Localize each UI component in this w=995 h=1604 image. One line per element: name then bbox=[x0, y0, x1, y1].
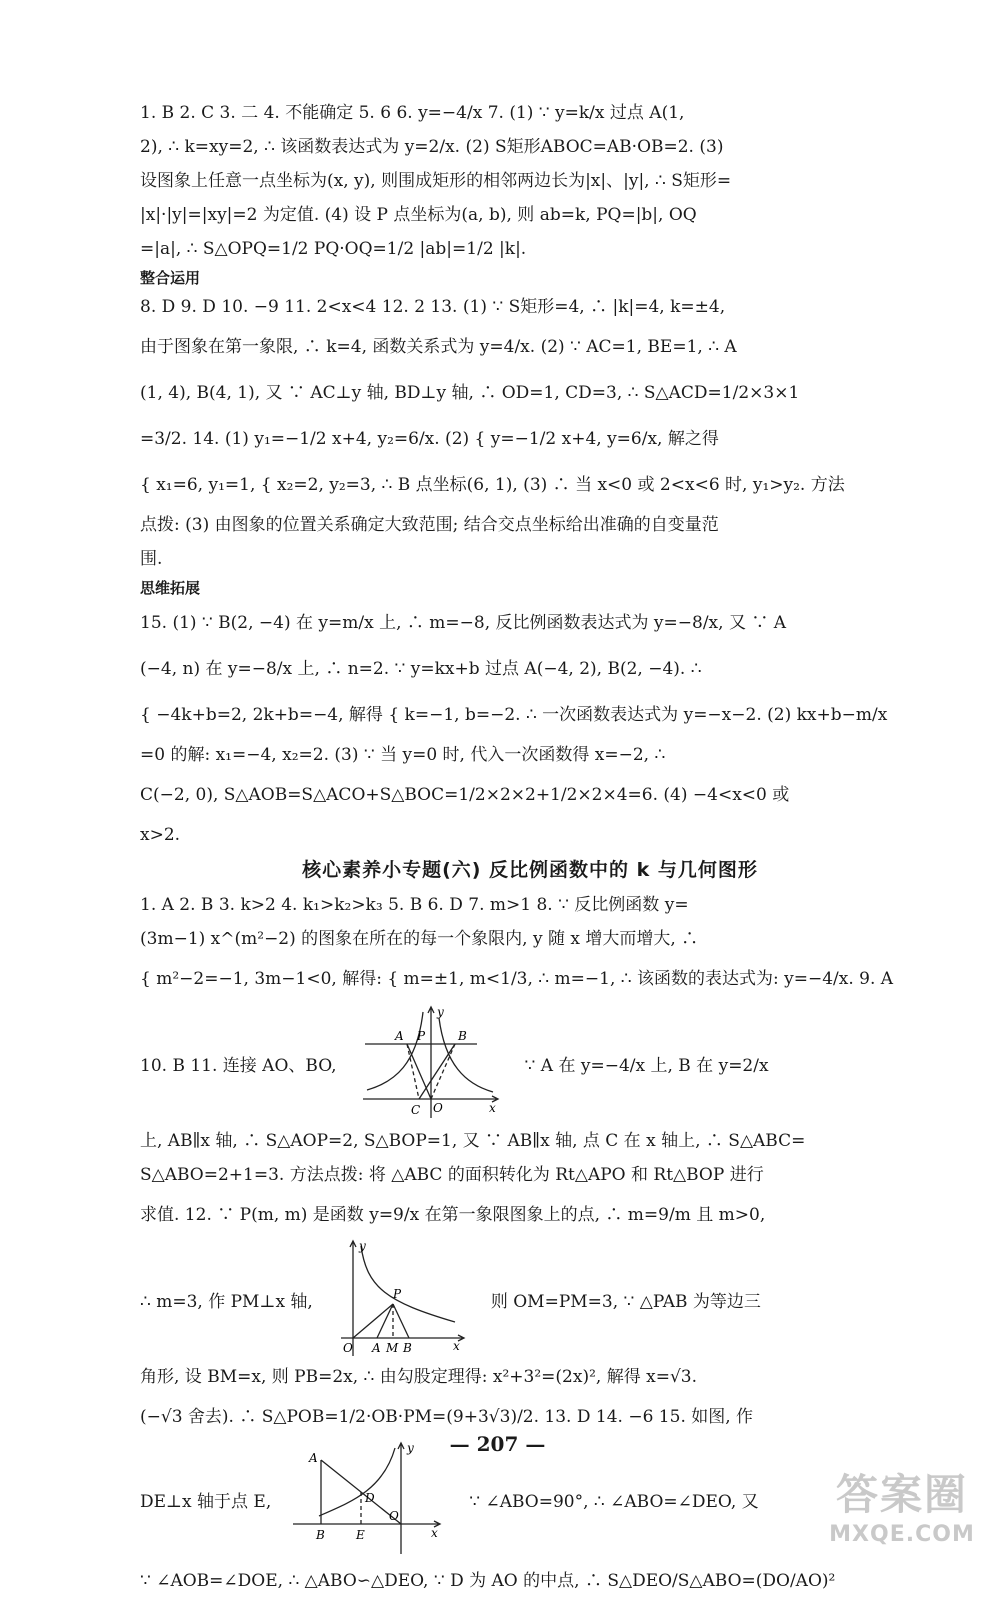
text-line: C(−2, 0), S△AOB=S△ACO+S△BOC=1/2×2×2+1/2×2×4=6. (4) −4<x<0 或 bbox=[140, 785, 790, 805]
label-a: A bbox=[371, 1341, 381, 1355]
label-x: x bbox=[431, 1526, 439, 1540]
text-line: |x|·|y|=|xy|=2 为定值. (4) 设 P 点坐标为(a, b), 则 ab=k, PQ=|b|, OQ bbox=[140, 205, 697, 225]
section-heading: 思维拓展 bbox=[140, 579, 201, 597]
figure-row-3 bbox=[140, 1440, 920, 1558]
figure-caption-after: ∵ ∠ABO=90°, ∴ ∠ABO=∠DEO, 又 bbox=[469, 1491, 759, 1512]
label-m: M bbox=[385, 1341, 399, 1355]
figure-caption-before: DE⊥x 轴于点 E, bbox=[140, 1491, 272, 1512]
label-a: A bbox=[394, 1029, 404, 1043]
label-x: x bbox=[452, 1339, 460, 1353]
label-b: B bbox=[457, 1029, 467, 1043]
text-line: (1, 4), B(4, 1), 又 ∵ AC⊥y 轴, BD⊥y 轴, ∴ OD=1, CD=3, ∴ S△ACD=1/2×3×1 bbox=[140, 383, 800, 403]
section-heading: 整合运用 bbox=[140, 269, 201, 287]
curve bbox=[361, 1246, 455, 1322]
figure-row-2 bbox=[140, 1238, 920, 1360]
text-line: 15. (1) ∵ B(2, −4) 在 y=m/x 上, ∴ m=−8, 反比例函数表达式为 y=−8/x, 又 ∵ A bbox=[140, 613, 787, 633]
figure-triangle-abo bbox=[289, 1440, 449, 1558]
label-x: x bbox=[488, 1101, 496, 1115]
figure-caption-before: ∴ m=3, 作 PM⊥x 轴, bbox=[140, 1291, 313, 1312]
label-o: O bbox=[389, 1509, 400, 1523]
text-line: 围. bbox=[140, 549, 163, 569]
label-o: O bbox=[342, 1341, 353, 1355]
label-y: y bbox=[407, 1441, 415, 1455]
watermark-site: MXQE.COM bbox=[829, 1522, 975, 1547]
text-line: 设图象上任意一点坐标为(x, y), 则围成矩形的相邻两边长为|x|、|y|, ∴ S矩形= bbox=[140, 171, 732, 191]
text-line: { m²−2=−1, 3m−1<0, 解得: { m=±1, m<1/3, ∴ m=−1, ∴ 该函数的表达式为: y=−4/x. 9. A bbox=[140, 969, 894, 989]
text-line: 2), ∴ k=xy=2, ∴ 该函数表达式为 y=2/x. (2) S矩形ABOC=AB·OB=2. (3) bbox=[140, 137, 724, 157]
text-line: 1. B 2. C 3. 二 4. 不能确定 5. 6 6. y=−4/x 7. (1) ∵ y=k/x 过点 A(1, bbox=[140, 103, 685, 123]
label-c: C bbox=[410, 1103, 420, 1117]
text-line: x>2. bbox=[140, 825, 181, 845]
label-a: A bbox=[309, 1451, 318, 1465]
label-b: B bbox=[402, 1341, 412, 1355]
label-o: O bbox=[432, 1101, 443, 1115]
figure-hyperbola-abc bbox=[355, 1004, 505, 1122]
label-p: P bbox=[392, 1287, 401, 1301]
text-line: 求值. 12. ∵ P(m, m) 是函数 y=9/x 在第一象限图象上的点, ∴ m=9/m 且 m>0, bbox=[140, 1205, 766, 1225]
figure-row-1 bbox=[140, 1002, 920, 1124]
text-line: (3m−1) x^(m²−2) 的图象在所在的每一个象限内, y 随 x 增大而增大, ∴ bbox=[140, 929, 699, 949]
section-title: 核心素养小专题(六) 反比例函数中的 k 与几何图形 bbox=[302, 859, 758, 881]
text-line: =3/2. 14. (1) y₁=−1/2 x+4, y₂=6/x. (2) { y=−1/2 x+4, y=6/x, 解之得 bbox=[140, 429, 719, 449]
page-number: — 207 — bbox=[449, 1432, 546, 1456]
segment-ao bbox=[407, 1044, 431, 1099]
watermark-logo: 答案圈 bbox=[835, 1470, 968, 1519]
text-line: { x₁=6, y₁=1, { x₂=2, y₂=3, ∴ B 点坐标(6, 1), (3) ∴ 当 x<0 或 2<x<6 时, y₁>y₂. 方法 bbox=[140, 475, 845, 495]
answer-page bbox=[140, 96, 920, 1604]
label-d: D bbox=[365, 1491, 375, 1505]
figure-caption-after: ∵ A 在 y=−4/x 上, B 在 y=2/x bbox=[524, 1055, 769, 1076]
segment-op bbox=[353, 1304, 393, 1338]
text-line: ∵ ∠AOB=∠DOE, ∴ △ABO∽△DEO, ∵ D 为 AO 的中点, ∴ S△DEO/S△ABO=(DO/AO)² bbox=[140, 1571, 836, 1591]
curve bbox=[319, 1448, 395, 1516]
label-y: y bbox=[436, 1005, 444, 1019]
text-line: =0 的解: x₁=−4, x₂=2. (3) ∵ 当 y=0 时, 代入一次函数得 x=−2, ∴ bbox=[140, 745, 666, 765]
label-y: y bbox=[358, 1239, 366, 1253]
text-line: 8. D 9. D 10. −9 11. 2<x<4 12. 2 13. (1) ∵ S矩形=4, ∴ |k|=4, k=±4, bbox=[140, 297, 726, 317]
watermark bbox=[827, 1462, 977, 1572]
segment-pa bbox=[377, 1304, 393, 1338]
figure-caption-before: 10. B 11. 连接 AO、BO, bbox=[140, 1055, 337, 1076]
figure-equilateral-pab bbox=[331, 1238, 471, 1360]
segment-pb bbox=[393, 1304, 409, 1338]
text-line: 1. A 2. B 3. k>2 4. k₁>k₂>k₃ 5. B 6. D 7. m>1 8. ∵ 反比例函数 y= bbox=[140, 895, 689, 915]
label-b: B bbox=[316, 1528, 326, 1542]
label-p: P bbox=[416, 1029, 425, 1043]
segment-bc bbox=[419, 1044, 455, 1099]
figure-caption-after: 则 OM=PM=3, ∵ △PAB 为等边三 bbox=[490, 1291, 761, 1312]
text-line: (−√3 舍去). ∴ S△POB=1/2·OB·PM=(9+3√3)/2. 13. D 14. −6 15. 如图, 作 bbox=[140, 1407, 754, 1427]
text-line: (−4, n) 在 y=−8/x 上, ∴ n=2. ∵ y=kx+b 过点 A(−4, 2), B(2, −4). ∴ bbox=[140, 659, 702, 679]
text-line: S△ABO=2+1=3. 方法点拨: 将 △ABC 的面积转化为 Rt△APO 和 Rt△BOP 进行 bbox=[140, 1165, 764, 1185]
text-line: =|a|, ∴ S△OPQ=1/2 PQ·OQ=1/2 |ab|=1/2 |k|. bbox=[140, 239, 527, 259]
text-line: 角形, 设 BM=x, 则 PB=2x, ∴ 由勾股定理得: x²+3²=(2x)², 解得 x=√3. bbox=[140, 1367, 697, 1387]
text-line: { −4k+b=2, 2k+b=−4, 解得 { k=−1, b=−2. ∴ 一次函数表达式为 y=−x−2. (2) kx+b−m/x bbox=[140, 705, 888, 725]
text-line: 由于图象在第一象限, ∴ k=4, 函数关系式为 y=4/x. (2) ∵ AC=1, BE=1, ∴ A bbox=[140, 337, 737, 357]
segment-bo bbox=[431, 1044, 455, 1099]
text-line: 上, AB∥x 轴, ∴ S△AOP=2, S△BOP=1, 又 ∵ AB∥x 轴, 点 C 在 x 轴上, ∴ S△ABC= bbox=[140, 1131, 806, 1151]
text-line: 点拨: (3) 由图象的位置关系确定大致范围; 结合交点坐标给出准确的自变量范 bbox=[140, 515, 719, 535]
label-e: E bbox=[356, 1528, 366, 1542]
